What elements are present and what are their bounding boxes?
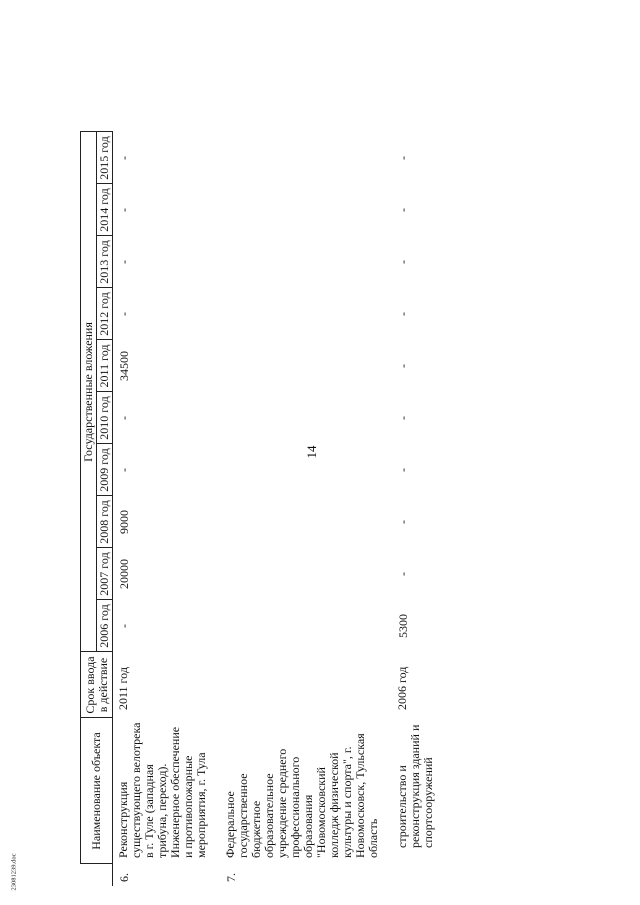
row-number	[392, 864, 435, 886]
commissioning-term-header: Срок ввода в действие	[81, 652, 113, 718]
year-header: 2013 год	[97, 236, 113, 288]
investment-value: -	[396, 364, 410, 368]
investment-value	[220, 444, 380, 496]
year-header: 2012 год	[97, 288, 113, 340]
investment-value	[220, 236, 380, 288]
page-number: 14	[304, 445, 319, 459]
investment-value	[220, 548, 380, 600]
investment-value: -	[396, 208, 410, 212]
investment-value: -	[396, 260, 410, 264]
investment-value: -	[117, 468, 131, 472]
investment-value	[220, 184, 380, 236]
investment-value: -	[396, 312, 410, 316]
investment-value: -	[396, 520, 410, 524]
investment-table	[80, 132, 435, 887]
object-name: Федеральное государственное бюджетное образовательное учреждение среднего профессионального образования "Новомосковский колледж физической культуры и спорта", г. Новомосковск, Тульская область	[223, 733, 380, 858]
object-name: строительство и реконструкция зданий и спортсооружений	[395, 724, 435, 848]
investment-value	[220, 496, 380, 548]
table-row	[220, 132, 380, 886]
investment-value: 34500	[117, 351, 131, 381]
year-header: 2006 год	[97, 600, 113, 652]
object-name: Реконструкция существующего велотрека в г. Туле (западная трибуна, переход). Инженерное обеспечение и противопожарные мероприятия, г. Тула	[116, 722, 208, 858]
investment-value: -	[117, 416, 131, 420]
investment-value: -	[117, 624, 131, 628]
investment-value	[220, 132, 380, 184]
investment-value: -	[117, 260, 131, 264]
row-number: 6.	[117, 873, 131, 882]
state-investment-header: Государственные вложения	[81, 132, 97, 652]
investment-value: -	[396, 572, 410, 576]
investment-value	[220, 392, 380, 444]
investment-value: 5300	[396, 614, 410, 638]
investment-value	[220, 288, 380, 340]
investment-value: -	[396, 416, 410, 420]
commissioning-term	[220, 652, 380, 718]
year-header: 2008 год	[97, 496, 113, 548]
year-header: 2011 год	[97, 340, 113, 392]
investment-value: -	[117, 312, 131, 316]
rotated-table-sheet	[80, 16, 560, 886]
year-header: 2015 год	[97, 132, 113, 184]
year-header: 2007 год	[97, 548, 113, 600]
row-number: 7.	[224, 873, 238, 882]
investment-value	[220, 600, 380, 652]
investment-value: 9000	[117, 510, 131, 534]
investment-value	[220, 340, 380, 392]
investment-value: -	[117, 156, 131, 160]
investment-value: 20000	[117, 559, 131, 589]
object-name-header: Наименование объекта	[81, 718, 113, 864]
year-header: 2009 год	[97, 444, 113, 496]
number-header	[81, 864, 113, 886]
table-row	[392, 132, 435, 886]
commissioning-term: 2011 год	[116, 667, 130, 710]
table-row	[113, 132, 209, 886]
commissioning-term: 2006 год	[395, 666, 409, 710]
document-id: 23081239.doc	[10, 853, 18, 891]
year-header: 2010 год	[97, 392, 113, 444]
row-spacer	[380, 132, 392, 886]
investment-value: -	[396, 468, 410, 472]
investment-value: -	[396, 156, 410, 160]
row-spacer	[208, 132, 220, 886]
year-header: 2014 год	[97, 184, 113, 236]
investment-value: -	[117, 208, 131, 212]
